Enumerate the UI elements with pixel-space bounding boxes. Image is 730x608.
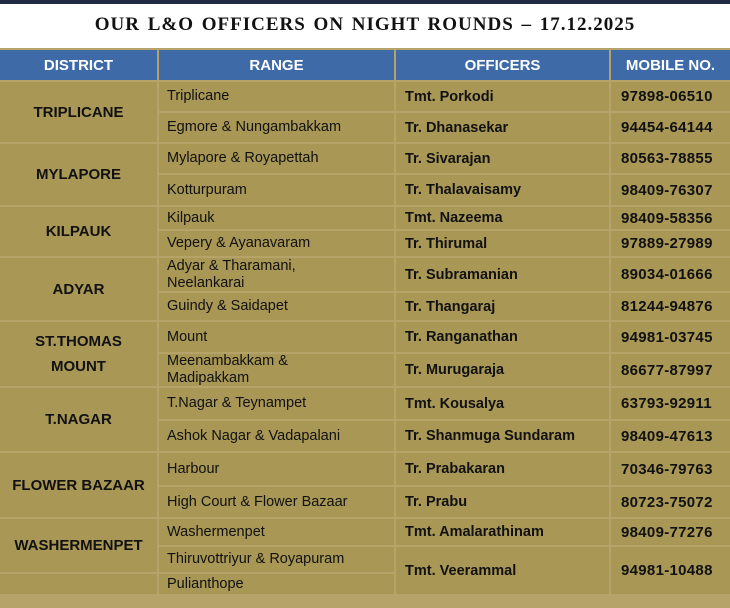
district-cell — [0, 574, 157, 594]
range-cell: Thiruvottriyur & Royapuram — [159, 547, 394, 572]
range-cell: Adyar & Tharamani, Neelankarai — [159, 258, 394, 291]
district-cell: T.NAGAR — [0, 388, 157, 451]
range-cell: Pulianthope — [159, 574, 394, 594]
officer-cell: Tr. Thirumal — [396, 231, 609, 256]
range-cell: Guindy & Saidapet — [159, 293, 394, 320]
header-range: RANGE — [159, 50, 394, 80]
header-mobile: MOBILE NO. — [611, 50, 730, 80]
mobile-cell: 94981-03745 — [611, 322, 730, 352]
officer-cell: Tr. Shanmuga Sundaram — [396, 421, 609, 451]
range-cell: High Court & Flower Bazaar — [159, 487, 394, 517]
range-cell: Triplicane — [159, 82, 394, 111]
mobile-cell: 98409-76307 — [611, 175, 730, 205]
range-cell: Meenambakkam & Madipakkam — [159, 354, 394, 386]
range-cell: Mount — [159, 322, 394, 352]
mobile-cell: 98409-47613 — [611, 421, 730, 451]
officer-cell: Tr. Dhanasekar — [396, 113, 609, 142]
mobile-cell: 86677-87997 — [611, 354, 730, 386]
officer-cell: Tmt. Porkodi — [396, 82, 609, 111]
officer-cell: Tmt. Amalarathinam — [396, 519, 609, 545]
officer-cell: Tr. Sivarajan — [396, 144, 609, 173]
officer-cell: Tr. Prabu — [396, 487, 609, 517]
officer-cell: Tr. Thangaraj — [396, 293, 609, 320]
top-border-bar — [0, 0, 730, 4]
district-cell: ADYAR — [0, 258, 157, 320]
district-cell: MYLAPORE — [0, 144, 157, 205]
district-cell: FLOWER BAZAAR — [0, 453, 157, 517]
mobile-cell: 80723-75072 — [611, 487, 730, 517]
range-cell: Harbour — [159, 453, 394, 485]
mobile-cell: 70346-79763 — [611, 453, 730, 485]
mobile-cell: 98409-77276 — [611, 519, 730, 545]
mobile-cell: 97898-06510 — [611, 82, 730, 111]
officer-cell: Tr. Thalavaisamy — [396, 175, 609, 205]
range-cell: Ashok Nagar & Vadapalani — [159, 421, 394, 451]
mobile-cell: 80563-78855 — [611, 144, 730, 173]
range-cell: Egmore & Nungambakkam — [159, 113, 394, 142]
officer-cell: Tmt. Nazeema — [396, 207, 609, 229]
district-cell: KILPAUK — [0, 207, 157, 256]
range-cell: Vepery & Ayanavaram — [159, 231, 394, 256]
header-district: DISTRICT — [0, 50, 157, 80]
page-title: OUR L&O OFFICERS ON NIGHT ROUNDS – 17.12.2025 — [94, 14, 636, 35]
officer-cell: Tr. Prabakaran — [396, 453, 609, 485]
range-cell: Kotturpuram — [159, 175, 394, 205]
officer-cell: Tr. Murugaraja — [396, 354, 609, 386]
district-cell: TRIPLICANE — [0, 82, 157, 142]
officer-cell: Tr. Subramanian — [396, 258, 609, 291]
officer-cell: Tr. Ranganathan — [396, 322, 609, 352]
district-cell: ST.THOMAS MOUNT — [0, 322, 157, 386]
mobile-cell: 94981-10488 — [611, 547, 730, 594]
mobile-cell: 97889-27989 — [611, 231, 730, 256]
range-cell: Kilpauk — [159, 207, 394, 229]
range-cell: Washermenpet — [159, 519, 394, 545]
mobile-cell: 89034-01666 — [611, 258, 730, 291]
mobile-cell: 94454-64144 — [611, 113, 730, 142]
mobile-cell: 81244-94876 — [611, 293, 730, 320]
mobile-cell: 63793-92911 — [611, 388, 730, 419]
officer-cell: Tmt. Veerammal — [396, 547, 609, 594]
district-cell: WASHERMENPET — [0, 519, 157, 572]
range-cell: Mylapore & Royapettah — [159, 144, 394, 173]
header-officers: OFFICERS — [396, 50, 609, 80]
mobile-cell: 98409-58356 — [611, 207, 730, 229]
range-cell: T.Nagar & Teynampet — [159, 388, 394, 419]
officer-cell: Tmt. Kousalya — [396, 388, 609, 419]
